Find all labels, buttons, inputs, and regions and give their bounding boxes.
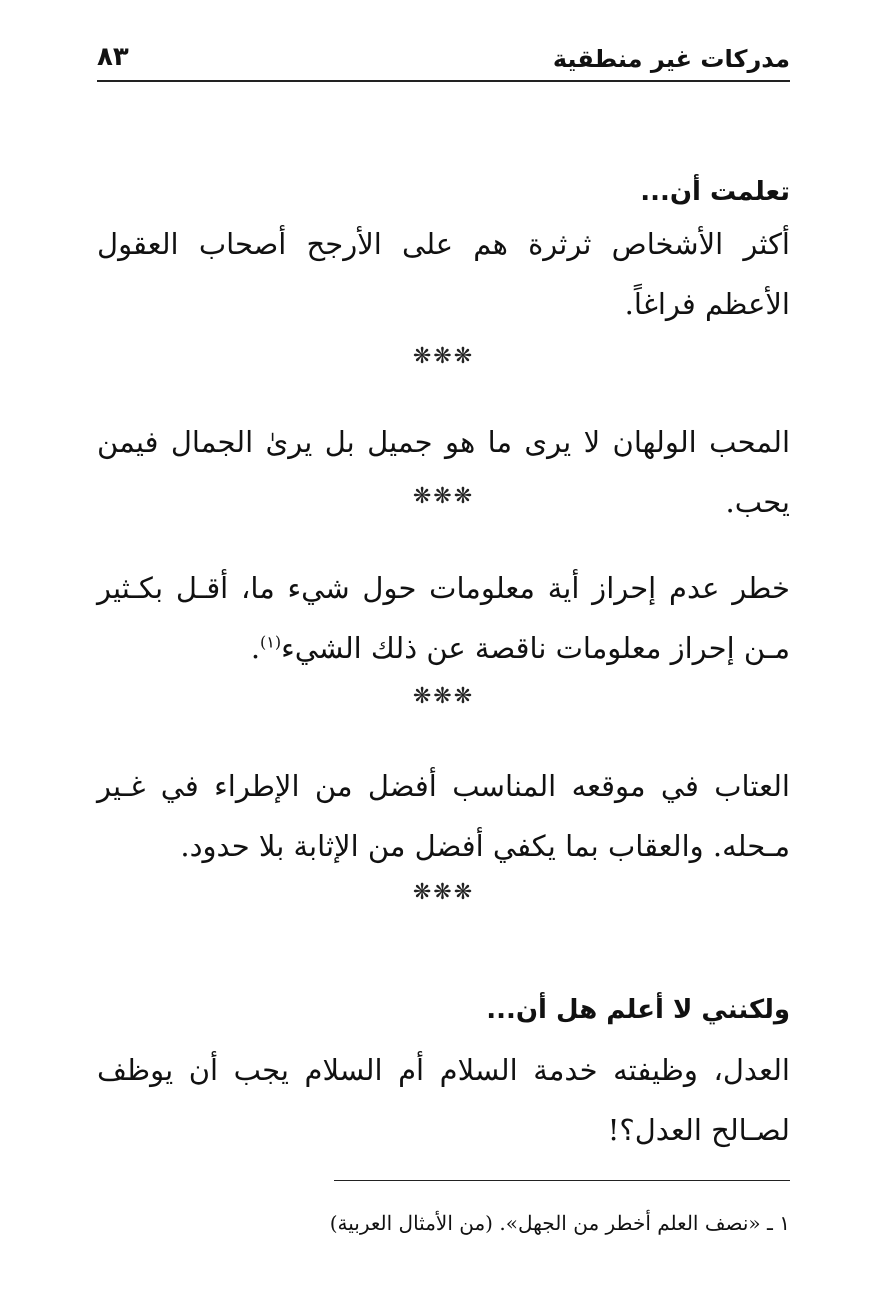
footnote-divider <box>334 1180 790 1181</box>
footnote: ١ ـ «نصف العلم أخطر من الجهل». (من الأمثال العربية) <box>329 1211 790 1235</box>
paragraph-end: . <box>250 631 261 665</box>
section-heading-dont-know: ولكنني لا أعلم هل أن... <box>486 995 790 1025</box>
page-number: ٨٣ <box>97 42 129 72</box>
separator-stars: ❋❋❋ <box>412 880 475 905</box>
paragraph-reproach: العتاب في موقعه المناسب أفضل من الإطراء في غـير مـحله. والعقاب بما يكفي أفضل من الإثابة بلا حدود. <box>97 769 790 863</box>
header-divider <box>97 80 790 82</box>
section-heading-learned: تعلمت أن... <box>640 177 790 207</box>
footnote-reference: (١) <box>260 632 282 652</box>
separator-stars: ❋❋❋ <box>412 684 475 709</box>
paragraph-information <box>97 558 790 678</box>
running-title: مدركات غير منطقية <box>552 45 790 73</box>
paragraph-text: خطر عدم إحراز أية معلومات حول شيء ما، أقـل بكـثير مـن إحراز معلومات ناقصة عن ذلك الشيء <box>97 571 790 665</box>
separator-stars: ❋❋❋ <box>412 484 475 509</box>
paragraph-chatter: أكثر الأشخاص ثرثرة هم على الأرجح أصحاب العقول الأعظم فراغاً. <box>97 227 790 321</box>
paragraph-lover: المحب الولهان لا يرى ما هو جميل بل يرىٰ الجمال فيمن يحب. <box>97 425 790 519</box>
paragraph-justice: العدل، وظيفته خدمة السلام أم السلام يجب أن يوظف لصـالح العدل؟! <box>97 1053 790 1147</box>
separator-stars: ❋❋❋ <box>412 344 475 369</box>
